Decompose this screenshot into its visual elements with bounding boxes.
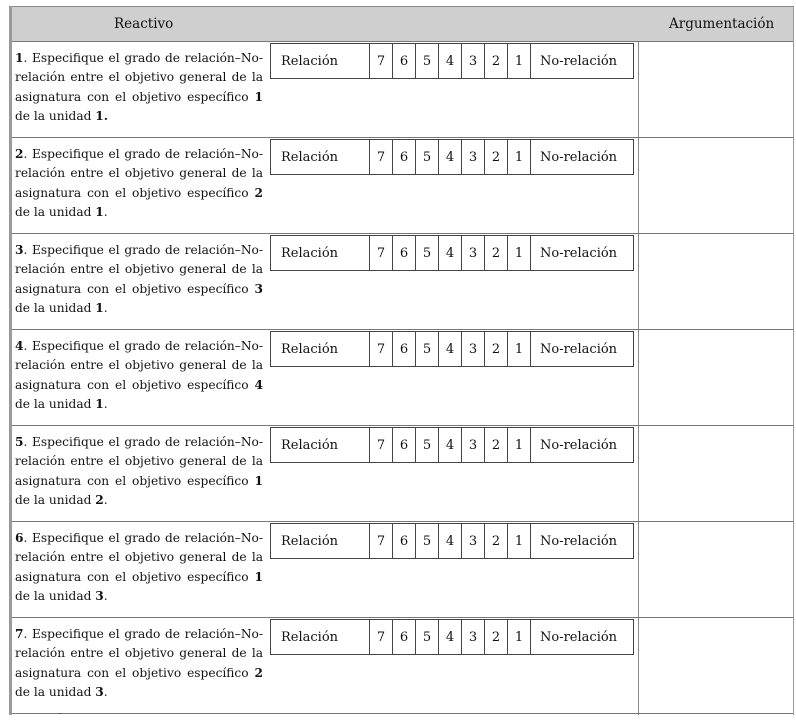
scale-option-1[interactable]: 1: [508, 140, 531, 174]
scale-option-1[interactable]: 1: [508, 236, 531, 270]
unit-number: 1.: [95, 108, 109, 123]
question-body-unit: de la unidad: [15, 300, 96, 315]
objective-number: 3: [254, 281, 263, 296]
table-row: [12, 426, 793, 522]
scale-option-3[interactable]: 3: [462, 332, 485, 366]
scale-label-relacion: Relación: [271, 620, 370, 654]
question-body-unit: de la unidad: [15, 204, 96, 219]
scale-option-5[interactable]: 5: [416, 332, 439, 366]
scale-label-relacion: Relación: [271, 236, 370, 270]
question-number: 5: [15, 435, 24, 449]
scale-option-3[interactable]: 3: [462, 44, 485, 78]
table-header: [12, 6, 793, 42]
scale-option-6[interactable]: 6: [393, 236, 416, 270]
scale-option-4[interactable]: 4: [439, 140, 462, 174]
table-row: [12, 234, 793, 330]
scale-option-7[interactable]: 7: [370, 140, 393, 174]
scale-option-2[interactable]: 2: [485, 236, 508, 270]
argumentacion-cell[interactable]: [639, 426, 795, 521]
scale-option-5[interactable]: 5: [416, 140, 439, 174]
scale-option-7[interactable]: 7: [370, 332, 393, 366]
scale-option-4[interactable]: 4: [439, 428, 462, 462]
scale-label-no-relacion: No-relación: [531, 44, 634, 78]
scale-option-6[interactable]: 6: [393, 524, 416, 558]
scale-label-no-relacion: No-relación: [531, 332, 634, 366]
scale-option-2[interactable]: 2: [485, 524, 508, 558]
scale-option-2[interactable]: 2: [485, 332, 508, 366]
question-end: .: [103, 588, 108, 603]
scale-option-4[interactable]: 4: [439, 44, 462, 78]
scale-option-4[interactable]: 4: [439, 524, 462, 558]
scale-option-1[interactable]: 1: [508, 524, 531, 558]
scale-option-3[interactable]: 3: [462, 620, 485, 654]
scale-option-2[interactable]: 2: [485, 44, 508, 78]
unit-number: 3: [95, 588, 104, 603]
argumentacion-cell[interactable]: [639, 618, 795, 713]
scale-label-no-relacion: No-relación: [531, 620, 634, 654]
objective-number: 1: [254, 89, 263, 104]
scale-option-3[interactable]: 3: [462, 524, 485, 558]
rating-scale: [270, 139, 634, 175]
question-body: . Especifique el grado de relación–No-relación entre el objetivo general de la asignatura con el objetivo específico: [15, 51, 263, 104]
question-body: . Especifique el grado de relación–No-relación entre el objetivo general de la asignatura con el objetivo específico: [15, 531, 263, 584]
rating-scale: [270, 43, 634, 79]
question-body-unit: de la unidad: [15, 684, 96, 699]
rating-scale: [270, 427, 634, 463]
scale-option-1[interactable]: 1: [508, 428, 531, 462]
table-row: [12, 330, 793, 426]
objective-number: 1: [254, 473, 263, 488]
scale-label-no-relacion: No-relación: [531, 140, 634, 174]
scale-option-3[interactable]: 3: [462, 428, 485, 462]
table-row: [12, 618, 793, 714]
question-end: .: [103, 204, 108, 219]
question-end: .: [103, 300, 108, 315]
argumentacion-cell[interactable]: [639, 138, 795, 233]
question-body: . Especifique el grado de relación–No-relación entre el objetivo general de la asignatura con el objetivo específico: [15, 147, 263, 200]
table-row: [12, 42, 793, 138]
question-end: .: [103, 396, 108, 411]
scale-option-7[interactable]: 7: [370, 620, 393, 654]
question-body: . Especifique el grado de relación–No-relación entre el objetivo general de la asignatura con el objetivo específico: [15, 435, 263, 488]
scale-option-5[interactable]: 5: [416, 620, 439, 654]
argumentacion-cell[interactable]: [639, 234, 795, 329]
question-text: [15, 337, 263, 414]
question-body-unit: de la unidad: [15, 396, 96, 411]
objective-number: 2: [254, 185, 263, 200]
scale-option-7[interactable]: 7: [370, 236, 393, 270]
question-text: [15, 529, 263, 606]
objective-number: 1: [254, 569, 263, 584]
question-body-unit: de la unidad: [15, 108, 96, 123]
question-body-unit: de la unidad: [15, 492, 96, 507]
objective-number: 4: [254, 377, 263, 392]
objective-number: 2: [254, 665, 263, 680]
unit-number: 1: [95, 204, 104, 219]
scale-option-6[interactable]: 6: [393, 140, 416, 174]
scale-option-2[interactable]: 2: [485, 620, 508, 654]
question-text: [15, 145, 263, 222]
scale-label-no-relacion: No-relación: [531, 428, 634, 462]
scale-option-5[interactable]: 5: [416, 236, 439, 270]
scale-option-6[interactable]: 6: [393, 44, 416, 78]
scale-option-6[interactable]: 6: [393, 332, 416, 366]
scale-option-1[interactable]: 1: [508, 332, 531, 366]
scale-option-5[interactable]: 5: [416, 44, 439, 78]
question-end: .: [103, 684, 108, 699]
table-row: [12, 522, 793, 618]
question-number: 2: [15, 147, 24, 161]
scale-label-relacion: Relación: [271, 524, 370, 558]
argumentacion-cell[interactable]: [639, 330, 795, 425]
question-number: 4: [15, 339, 24, 353]
question-number: 6: [15, 531, 24, 545]
question-end: .: [103, 492, 108, 507]
scale-option-1[interactable]: 1: [508, 44, 531, 78]
scale-label-relacion: Relación: [271, 428, 370, 462]
header-argumentacion: Argumentación: [669, 16, 775, 32]
scale-option-3[interactable]: 3: [462, 236, 485, 270]
scale-option-4[interactable]: 4: [439, 620, 462, 654]
unit-number: 1: [95, 300, 104, 315]
evaluation-table: [9, 6, 794, 715]
argumentacion-cell[interactable]: [639, 522, 795, 617]
scale-option-5[interactable]: 5: [416, 428, 439, 462]
scale-option-4[interactable]: 4: [439, 332, 462, 366]
scale-option-4[interactable]: 4: [439, 236, 462, 270]
scale-option-3[interactable]: 3: [462, 140, 485, 174]
table-row: [12, 138, 793, 234]
scale-label-relacion: Relación: [271, 44, 370, 78]
scale-label-no-relacion: No-relación: [531, 524, 634, 558]
question-text: [15, 625, 263, 702]
footer-mark: [58, 713, 61, 714]
scale-option-5[interactable]: 5: [416, 524, 439, 558]
question-body: . Especifique el grado de relación–No-relación entre el objetivo general de la asignatura con el objetivo específico: [15, 339, 263, 392]
question-text: [15, 49, 263, 126]
scale-label-relacion: Relación: [271, 332, 370, 366]
question-text: [15, 241, 263, 318]
rating-scale: [270, 523, 634, 559]
rating-scale: [270, 235, 634, 271]
scale-option-6[interactable]: 6: [393, 428, 416, 462]
scale-option-7[interactable]: 7: [370, 44, 393, 78]
question-body: . Especifique el grado de relación–No-relación entre el objetivo general de la asignatura con el objetivo específico: [15, 243, 263, 296]
unit-number: 1: [95, 396, 104, 411]
scale-label-no-relacion: No-relación: [531, 236, 634, 270]
argumentacion-cell[interactable]: [639, 42, 795, 137]
scale-option-1[interactable]: 1: [508, 620, 531, 654]
scale-option-7[interactable]: 7: [370, 524, 393, 558]
scale-option-2[interactable]: 2: [485, 428, 508, 462]
scale-option-6[interactable]: 6: [393, 620, 416, 654]
rating-scale: [270, 331, 634, 367]
question-body-unit: de la unidad: [15, 588, 96, 603]
question-body: . Especifique el grado de relación–No-relación entre el objetivo general de la asignatura con el objetivo específico: [15, 627, 263, 680]
question-number: 1: [15, 51, 24, 65]
header-reactivo: Reactivo: [114, 16, 174, 32]
unit-number: 3: [95, 684, 104, 699]
scale-option-2[interactable]: 2: [485, 140, 508, 174]
scale-label-relacion: Relación: [271, 140, 370, 174]
rating-scale: [270, 619, 634, 655]
question-number: 3: [15, 243, 24, 257]
question-number: 7: [15, 627, 24, 641]
unit-number: 2: [95, 492, 104, 507]
scale-option-7[interactable]: 7: [370, 428, 393, 462]
question-text: [15, 433, 263, 510]
